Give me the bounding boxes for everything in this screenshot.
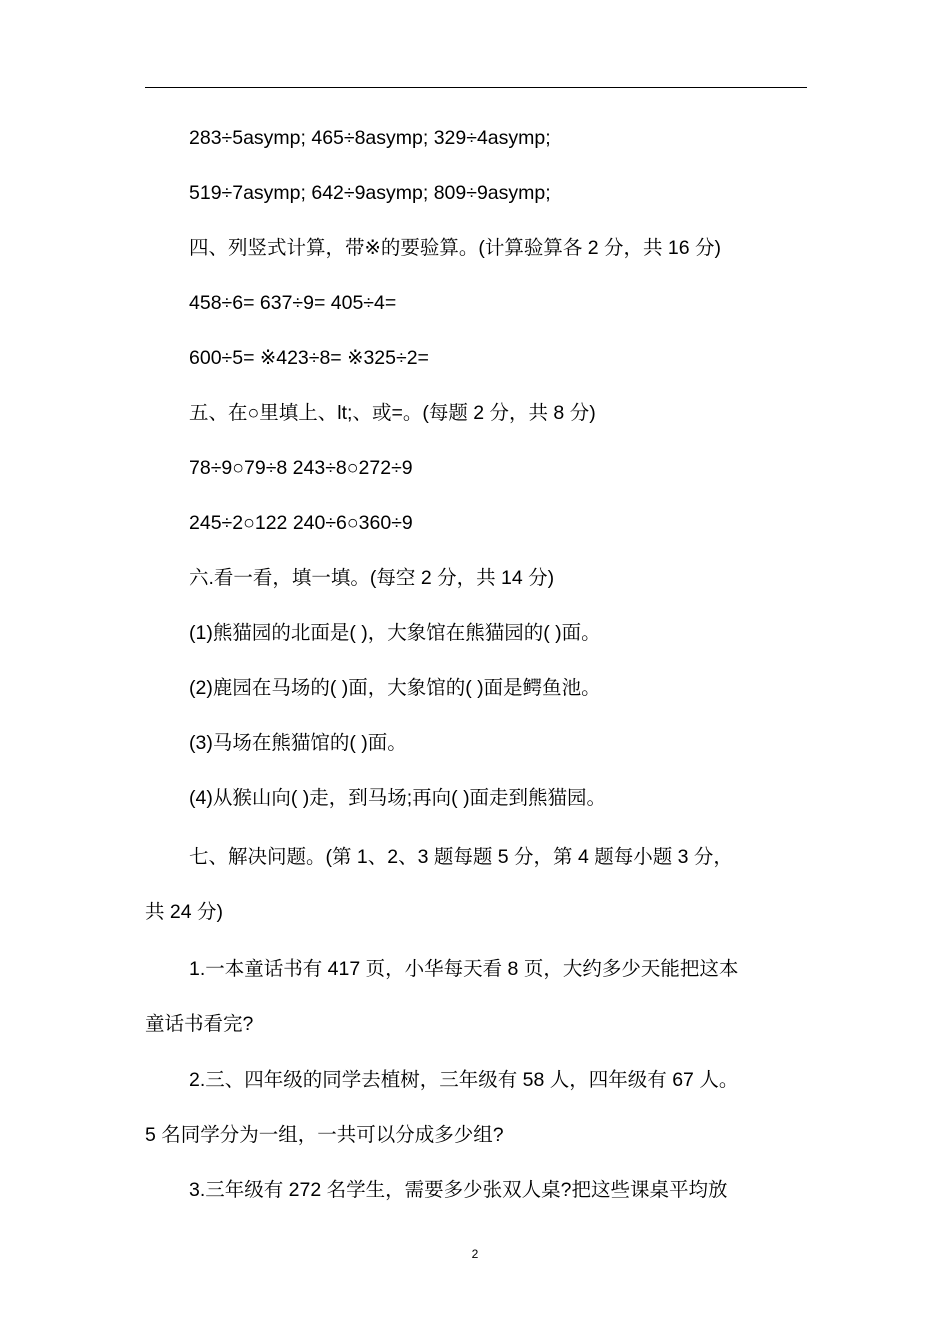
text-line: (1)熊猫园的北面是( )，大象馆在熊猫园的( )面。 (189, 622, 601, 644)
question-text: 1.一本童话书有 417 页，小华每天看 8 页，大约多少天能把这本 (189, 958, 739, 980)
text-line: 519÷7asymp; 642÷9asymp; 809÷9asymp; (189, 182, 551, 204)
text-line: (2)鹿园在马场的( )面，大象馆的( )面是鳄鱼池。 (189, 677, 601, 699)
text-line: 458÷6= 637÷9= 405÷4= (189, 292, 397, 314)
text-line: (4)从猴山向( )走，到马场;再向( )面走到熊猫园。 (189, 787, 607, 809)
question-text: 3.三年级有 272 名学生，需要多少张双人桌?把这些课桌平均放 (189, 1179, 728, 1201)
text-line: 共 24 分) (145, 901, 224, 923)
section-heading: 六.看一看，填一填。(每空 2 分，共 14 分) (189, 567, 555, 589)
page-number: 2 (471, 1247, 479, 1261)
text-line: 78÷9○79÷8 243÷8○272÷9 (189, 457, 413, 479)
section-heading: 四、列竖式计算，带※的要验算。(计算验算各 2 分，共 16 分) (189, 237, 722, 259)
section-heading: 五、在○里填上、lt;、或=。(每题 2 分，共 8 分) (189, 402, 596, 424)
text-line: 245÷2○122 240÷6○360÷9 (189, 512, 413, 534)
header-rule (145, 87, 807, 88)
question-text: 2.三、四年级的同学去植树，三年级有 58 人，四年级有 67 人。 (189, 1069, 739, 1091)
question-text: 童话书看完? (145, 1013, 254, 1035)
text-line: (3)马场在熊猫馆的( )面。 (189, 732, 407, 754)
text-line: 283÷5asymp; 465÷8asymp; 329÷4asymp; (189, 127, 551, 149)
question-text: 5 名同学分为一组，一共可以分成多少组? (145, 1124, 504, 1146)
section-heading: 七、解决问题。(第 1、2、3 题每题 5 分，第 4 题每小题 3 分， (189, 846, 733, 868)
text-line: 600÷5= ※423÷8= ※325÷2= (189, 347, 429, 369)
